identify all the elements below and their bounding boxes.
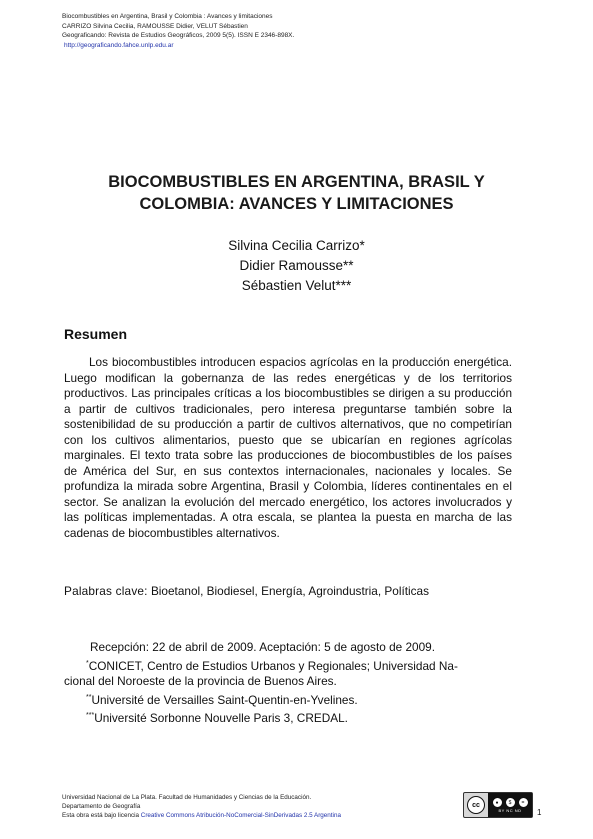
header-authors: CARRIZO Silvina Cecilia, RAMOUSSE Didier, VELUT Sébastien xyxy=(62,22,248,30)
page-number: 1 xyxy=(537,808,542,817)
footnotes xyxy=(64,640,512,727)
document-header xyxy=(62,12,294,50)
author-1: Silvina Cecilia Carrizo* xyxy=(228,238,365,253)
header-article-title: Biocombustibles en Argentina, Brasil y Colombia : Avances y limitaciones xyxy=(62,13,273,20)
license-link[interactable]: Creative Commons Atribución-NoComercial-SinDerivadas 2.5 Argentina xyxy=(140,812,341,819)
author-3: Sébastien Velut*** xyxy=(241,278,352,293)
footnote-1-text-a: CONICET, Centro de Estudios Urbanos y Regionales; Universidad Na- xyxy=(88,658,458,673)
footnote-1-line-1 xyxy=(64,656,512,675)
footnote-2-mark: ** xyxy=(86,693,92,701)
title-line-2: COLOMBIA: AVANCES Y LIMITACIONES xyxy=(139,195,454,213)
title-line-1: BIOCOMBUSTIBLES EN ARGENTINA, BRASIL Y xyxy=(108,173,485,191)
document-footer xyxy=(62,793,341,820)
footnote-1-line-2: cional del Noroeste de la provincia de Buenos Aires. xyxy=(64,674,337,688)
author-2: Didier Ramousse** xyxy=(239,258,354,273)
journal-link[interactable]: http://geograficando.fahce.unlp.edu.ar xyxy=(64,41,174,49)
person-icon: ● xyxy=(492,797,503,808)
footnote-3-mark: *** xyxy=(86,712,95,719)
footer-license xyxy=(62,811,341,820)
footnote-2-text: Université de Versailles Saint-Quentin-en-Yvelines. xyxy=(91,692,358,707)
footnote-2 xyxy=(64,690,512,709)
abstract-text: Los biocombustibles introducen espacios agrícolas en la producción energética. Luego modifican la gobernanza de las redes energéticas y de los territorios productivos. Las principales críticas a los biocombustibles se dirigen a su producción a partir de cultivos tradicionales, pero interesa preguntarse también sobre la sostenibilidad de su producción a partir de cultivos alternativos, que no competirían con los cultivos alimentarios, puesto que se ubicarían en regiones agrícolas marginales. El texto trata sobre las producciones de biocombustibles de los países de América del Sur, en sus contextos internacionales, nacionales y locales. Se profundiza la mirada sobre Argentina, Brasil y Colombia, líderes continentales en el sector. Se analizan la evolución del mercado energético, los actores involucrados y las políticas implementadas. A otra escala, se plantea la puesta en marcha de las cadenas de biocombustibles alternativos. xyxy=(64,355,512,540)
license-prefix: Esta obra está bajo licencia xyxy=(62,812,140,819)
no-dollar-icon: $ xyxy=(505,797,516,808)
footnote-1-mark: * xyxy=(86,659,89,667)
author-list xyxy=(40,236,553,296)
header-journal: Geograficando: Revista de Estudios Geográficos, 2009 5(5). ISSN E 2346-898X. xyxy=(62,32,295,39)
cc-license-icons xyxy=(488,793,532,817)
equals-icon: = xyxy=(518,797,529,808)
cc-logo-icon: cc xyxy=(467,796,485,814)
footer-university: Universidad Nacional de La Plata. Facultad de Humanidades y Ciencias de la Educación. xyxy=(62,794,312,801)
article-title xyxy=(40,171,553,215)
cc-icon-row xyxy=(492,797,529,808)
keywords-values: Bioetanol, Biodiesel, Energía, Agroindustria, Políticas xyxy=(150,584,429,598)
footnote-3-text: Université Sorbonne Nouvelle Paris 3, CREDAL. xyxy=(94,711,348,725)
footer-department: Departamento de Geografía xyxy=(62,803,141,810)
footnote-3 xyxy=(64,708,512,727)
creative-commons-badge[interactable] xyxy=(463,792,533,818)
keywords xyxy=(64,584,524,600)
keywords-label: Palabras clave: xyxy=(64,584,148,598)
cc-license-codes: BY NC ND xyxy=(498,808,522,813)
reception-dates: Recepción: 22 de abril de 2009. Aceptación: 5 de agosto de 2009. xyxy=(90,640,435,654)
resumen-heading: Resumen xyxy=(64,326,128,342)
